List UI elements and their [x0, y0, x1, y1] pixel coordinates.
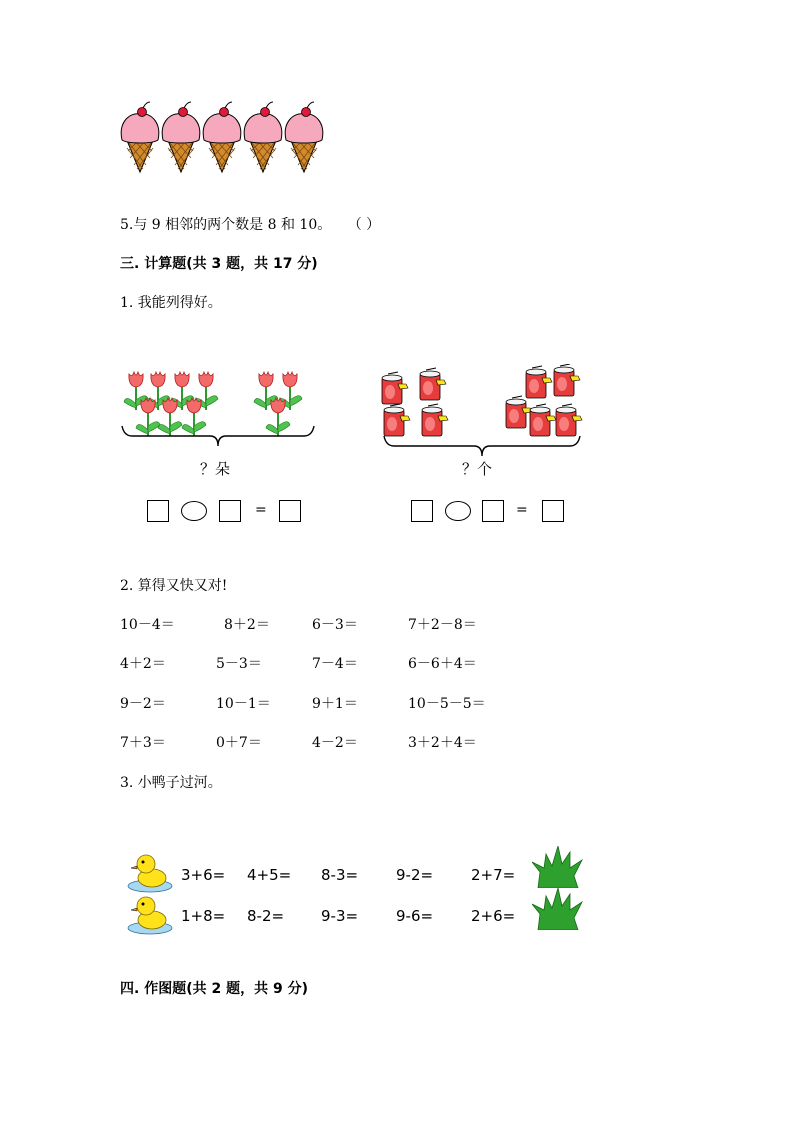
duck-sum: 2+6=: [471, 907, 516, 925]
equals-sign: =: [255, 502, 267, 518]
arith-item: 7－4＝: [312, 656, 358, 672]
duck-sum: 2+7=: [471, 866, 516, 884]
section-4-title: 四. 作图题(共 2 题，共 9 分): [120, 981, 308, 997]
operator-circle[interactable]: [181, 501, 207, 521]
arith-item: 7＋3＝: [120, 735, 166, 751]
grass-icon: [532, 846, 584, 888]
arith-item: 10－1＝: [216, 696, 271, 712]
arith-item: 6－3＝: [312, 617, 358, 633]
right-question-label: ？个: [462, 460, 493, 478]
equals-sign: =: [516, 502, 528, 518]
problem-2-title: 2. 算得又快又对!: [120, 578, 228, 594]
answer-box[interactable]: [482, 500, 504, 522]
arith-item: 10－4＝: [120, 617, 175, 633]
problem-1-title: 1. 我能列得好。: [120, 295, 222, 311]
answer-parentheses: （ ）: [347, 217, 381, 233]
left-brace: [118, 424, 318, 450]
arith-item: 10－5－5＝: [408, 696, 486, 712]
answer-box[interactable]: [147, 500, 169, 522]
problem-3-title: 3. 小鸭子过河。: [120, 775, 222, 791]
duck-sum: 1+8=: [181, 907, 226, 925]
arith-item: 4－2＝: [312, 735, 358, 751]
arith-item: 6－6＋4＝: [408, 656, 477, 672]
arith-item: 9＋1＝: [312, 696, 358, 712]
icecream-row-image: [118, 96, 338, 176]
arith-item: 8＋2＝: [224, 617, 270, 633]
duck-sum: 8-2=: [247, 907, 285, 925]
arith-item: 3＋2＋4＝: [408, 735, 477, 751]
duck-icon: [124, 850, 174, 894]
arith-item: 9－2＝: [120, 696, 166, 712]
arith-item: 0＋7＝: [216, 735, 262, 751]
duck-sum: 3+6=: [181, 866, 226, 884]
duck-sum: 8-3=: [321, 866, 359, 884]
operator-circle[interactable]: [445, 501, 471, 521]
duck-sum: 9-3=: [321, 907, 359, 925]
arith-item: 7＋2－8＝: [408, 617, 477, 633]
answer-box[interactable]: [279, 500, 301, 522]
answer-box[interactable]: [219, 500, 241, 522]
arith-item: 5－3＝: [216, 656, 262, 672]
answer-box[interactable]: [542, 500, 564, 522]
question-5: [120, 214, 380, 234]
left-question-label: ？朵: [200, 460, 231, 478]
section-3-title: 三. 计算题(共 3 题，共 17 分): [120, 256, 318, 272]
duck-sum: 4+5=: [247, 866, 292, 884]
duck-icon: [124, 892, 174, 936]
cans-image: [376, 364, 586, 444]
question-5-text: 5.与 9 相邻的两个数是 8 和 10。: [120, 217, 332, 233]
grass-icon: [532, 888, 584, 930]
answer-box[interactable]: [411, 500, 433, 522]
arith-item: 4＋2＝: [120, 656, 166, 672]
duck-sum: 9-6=: [396, 907, 434, 925]
duck-sum: 9-2=: [396, 866, 434, 884]
right-brace: [380, 434, 590, 460]
